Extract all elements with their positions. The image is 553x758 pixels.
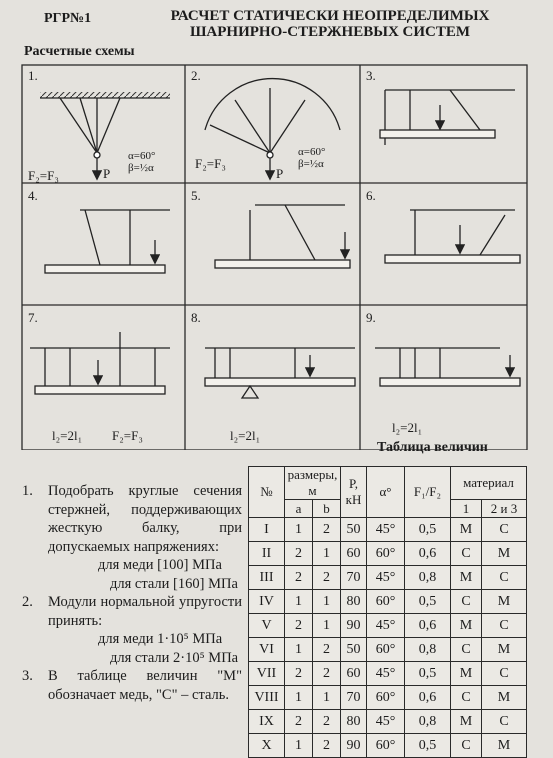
condition-1-steel: для стали [160] МПа: [110, 575, 238, 592]
condition-1-number: 1.: [22, 483, 33, 499]
cell-m1: С: [451, 686, 482, 710]
cell-al: 60°: [367, 638, 405, 662]
cell-p: 90: [341, 614, 367, 638]
scheme-1-number: 1.: [28, 68, 38, 83]
scheme-2-load: P: [276, 166, 284, 181]
title-line-1: РАСЧЕТ СТАТИЧЕСКИ НЕОПРЕДЕЛИМЫХ: [170, 8, 490, 24]
cell-f: 0,5: [405, 518, 451, 542]
header-b: b: [313, 500, 341, 518]
cell-m1: С: [451, 638, 482, 662]
condition-3-number: 3.: [22, 668, 33, 684]
scheme-7: [30, 332, 170, 394]
cell-m2: С: [482, 710, 527, 734]
cell-al: 45°: [367, 710, 405, 734]
cell-m2: М: [482, 638, 527, 662]
scheme-8-length-eq: l₂=2l₁: [230, 428, 261, 443]
scheme-2-beta: β=½α: [298, 158, 324, 170]
scheme-1-area-eq: F₂=F₃: [28, 168, 59, 183]
header-material-23: 2 и 3: [482, 500, 527, 518]
cell-m2: С: [482, 518, 527, 542]
cell-b: 1: [313, 542, 341, 566]
scheme-9-number: 9.: [366, 310, 376, 325]
cell-al: 60°: [367, 542, 405, 566]
cell-m2: М: [482, 590, 527, 614]
scheme-2-alpha: α=60°: [298, 146, 326, 158]
conditions: [22, 482, 242, 704]
scheme-5-number: 5.: [191, 188, 201, 203]
cell-f: 0,6: [405, 542, 451, 566]
cell-m1: С: [451, 590, 482, 614]
cell-a: 1: [285, 686, 313, 710]
cell-n: VI: [249, 638, 285, 662]
table-title: Таблица величин: [377, 440, 488, 455]
header-sizes: размеры, м: [285, 467, 341, 500]
cell-m1: М: [451, 662, 482, 686]
scheme-3: [380, 90, 515, 145]
table-row: [249, 686, 527, 710]
schemes-title: Расчетные схемы: [24, 44, 135, 59]
table-row: [249, 566, 527, 590]
cell-m2: М: [482, 734, 527, 758]
table-row: [249, 710, 527, 734]
cell-b: 1: [313, 614, 341, 638]
table-row: [249, 734, 527, 758]
cell-f: 0,6: [405, 686, 451, 710]
cell-b: 2: [313, 710, 341, 734]
cell-n: II: [249, 542, 285, 566]
cell-p: 60: [341, 662, 367, 686]
cell-b: 2: [313, 662, 341, 686]
cell-b: 1: [313, 686, 341, 710]
cell-a: 2: [285, 614, 313, 638]
cell-m2: М: [482, 686, 527, 710]
table-row: [249, 614, 527, 638]
cell-p: 80: [341, 590, 367, 614]
cell-p: 90: [341, 734, 367, 758]
scheme-1-load: P: [103, 166, 111, 181]
cell-m1: М: [451, 614, 482, 638]
cell-al: 45°: [367, 662, 405, 686]
condition-1: [22, 482, 242, 593]
scheme-3-number: 3.: [366, 68, 376, 83]
cell-al: 45°: [367, 614, 405, 638]
condition-2-copper: для меди 1·10⁵ МПа: [98, 631, 223, 647]
cell-n: V: [249, 614, 285, 638]
cell-m1: С: [451, 542, 482, 566]
condition-2-text: Модули нормальной упругости принять:: [48, 594, 242, 629]
cell-p: 70: [341, 686, 367, 710]
cell-m1: М: [451, 566, 482, 590]
condition-1-text: Подобрать круглые сечения стержней, поддерживающих жесткую балку, при допускаемых напряжениях:: [48, 483, 242, 555]
cell-p: 80: [341, 710, 367, 734]
scheme-8-number: 8.: [191, 310, 201, 325]
scheme-2-number: 2.: [191, 68, 201, 83]
header-material: материал: [451, 467, 527, 500]
cell-al: 45°: [367, 518, 405, 542]
cell-n: X: [249, 734, 285, 758]
assignment-code: РГР№1: [44, 11, 92, 26]
scheme-8: [205, 348, 355, 398]
cell-m1: М: [451, 710, 482, 734]
cell-n: III: [249, 566, 285, 590]
title-line-2: ШАРНИРНО-СТЕРЖНЕВЫХ СИСТЕМ: [189, 24, 471, 40]
cell-n: IX: [249, 710, 285, 734]
scheme-7-number: 7.: [28, 310, 38, 325]
cell-a: 2: [285, 662, 313, 686]
cell-f: 0,8: [405, 710, 451, 734]
table-row: [249, 542, 527, 566]
cell-b: 2: [313, 518, 341, 542]
cell-m1: М: [451, 518, 482, 542]
cell-p: 50: [341, 638, 367, 662]
cell-al: 60°: [367, 590, 405, 614]
cell-b: 2: [313, 734, 341, 758]
cell-a: 1: [285, 734, 313, 758]
values-table: [248, 466, 527, 758]
table-row: [249, 590, 527, 614]
cell-p: 50: [341, 518, 367, 542]
condition-2-steel: для стали 2·10⁵ МПа: [110, 649, 239, 666]
header-material-1: 1: [451, 500, 482, 518]
condition-1-copper: для меди [100] МПа: [98, 557, 222, 573]
cell-b: 2: [313, 638, 341, 662]
cell-n: IV: [249, 590, 285, 614]
cell-al: 60°: [367, 734, 405, 758]
condition-3-text: В таблице величин "М" обозначает медь, "С" – сталь.: [48, 668, 242, 703]
scheme-6-number: 6.: [366, 188, 376, 203]
cell-n: I: [249, 518, 285, 542]
cell-f: 0,8: [405, 566, 451, 590]
header-alpha: α°: [367, 467, 405, 518]
cell-al: 60°: [367, 686, 405, 710]
header-load: P, кН: [341, 467, 367, 518]
scheme-4: [45, 210, 170, 273]
table-row: [249, 518, 527, 542]
cell-a: 1: [285, 518, 313, 542]
cell-a: 1: [285, 590, 313, 614]
cell-al: 45°: [367, 566, 405, 590]
scheme-9: [375, 348, 520, 386]
cell-b: 2: [313, 566, 341, 590]
table-row: [249, 638, 527, 662]
scheme-7-area-eq: F₂=F₃: [112, 428, 143, 443]
header-a: a: [285, 500, 313, 518]
cell-n: VII: [249, 662, 285, 686]
cell-m2: С: [482, 662, 527, 686]
scheme-9-length-eq: l₂=2l₁: [392, 420, 423, 435]
cell-m2: М: [482, 542, 527, 566]
scheme-6: [385, 210, 520, 263]
cell-f: 0,5: [405, 734, 451, 758]
cell-a: 2: [285, 542, 313, 566]
cell-b: 1: [313, 590, 341, 614]
cell-p: 70: [341, 566, 367, 590]
header-number: №: [249, 467, 285, 518]
cell-m2: С: [482, 566, 527, 590]
cell-f: 0,5: [405, 662, 451, 686]
scheme-1-beta: β=½α: [128, 162, 154, 174]
scheme-5: [215, 205, 350, 268]
cell-f: 0,6: [405, 614, 451, 638]
scheme-4-number: 4.: [28, 188, 38, 203]
table-header-row: [249, 467, 527, 500]
cell-a: 1: [285, 638, 313, 662]
cell-n: VIII: [249, 686, 285, 710]
cell-f: 0,8: [405, 638, 451, 662]
scheme-2-area-eq: F₂=F₃: [195, 156, 226, 171]
table-row: [249, 662, 527, 686]
cell-m1: С: [451, 734, 482, 758]
condition-3: [22, 667, 242, 704]
condition-2: [22, 593, 242, 667]
cell-a: 2: [285, 566, 313, 590]
cell-f: 0,5: [405, 590, 451, 614]
header-area-ratio: F₁/F₂: [405, 467, 451, 518]
cell-p: 60: [341, 542, 367, 566]
condition-2-number: 2.: [22, 594, 33, 610]
scheme-7-length-eq: l₂=2l₁: [52, 428, 83, 443]
cell-a: 2: [285, 710, 313, 734]
cell-m2: С: [482, 614, 527, 638]
scheme-1-alpha: α=60°: [128, 150, 156, 162]
